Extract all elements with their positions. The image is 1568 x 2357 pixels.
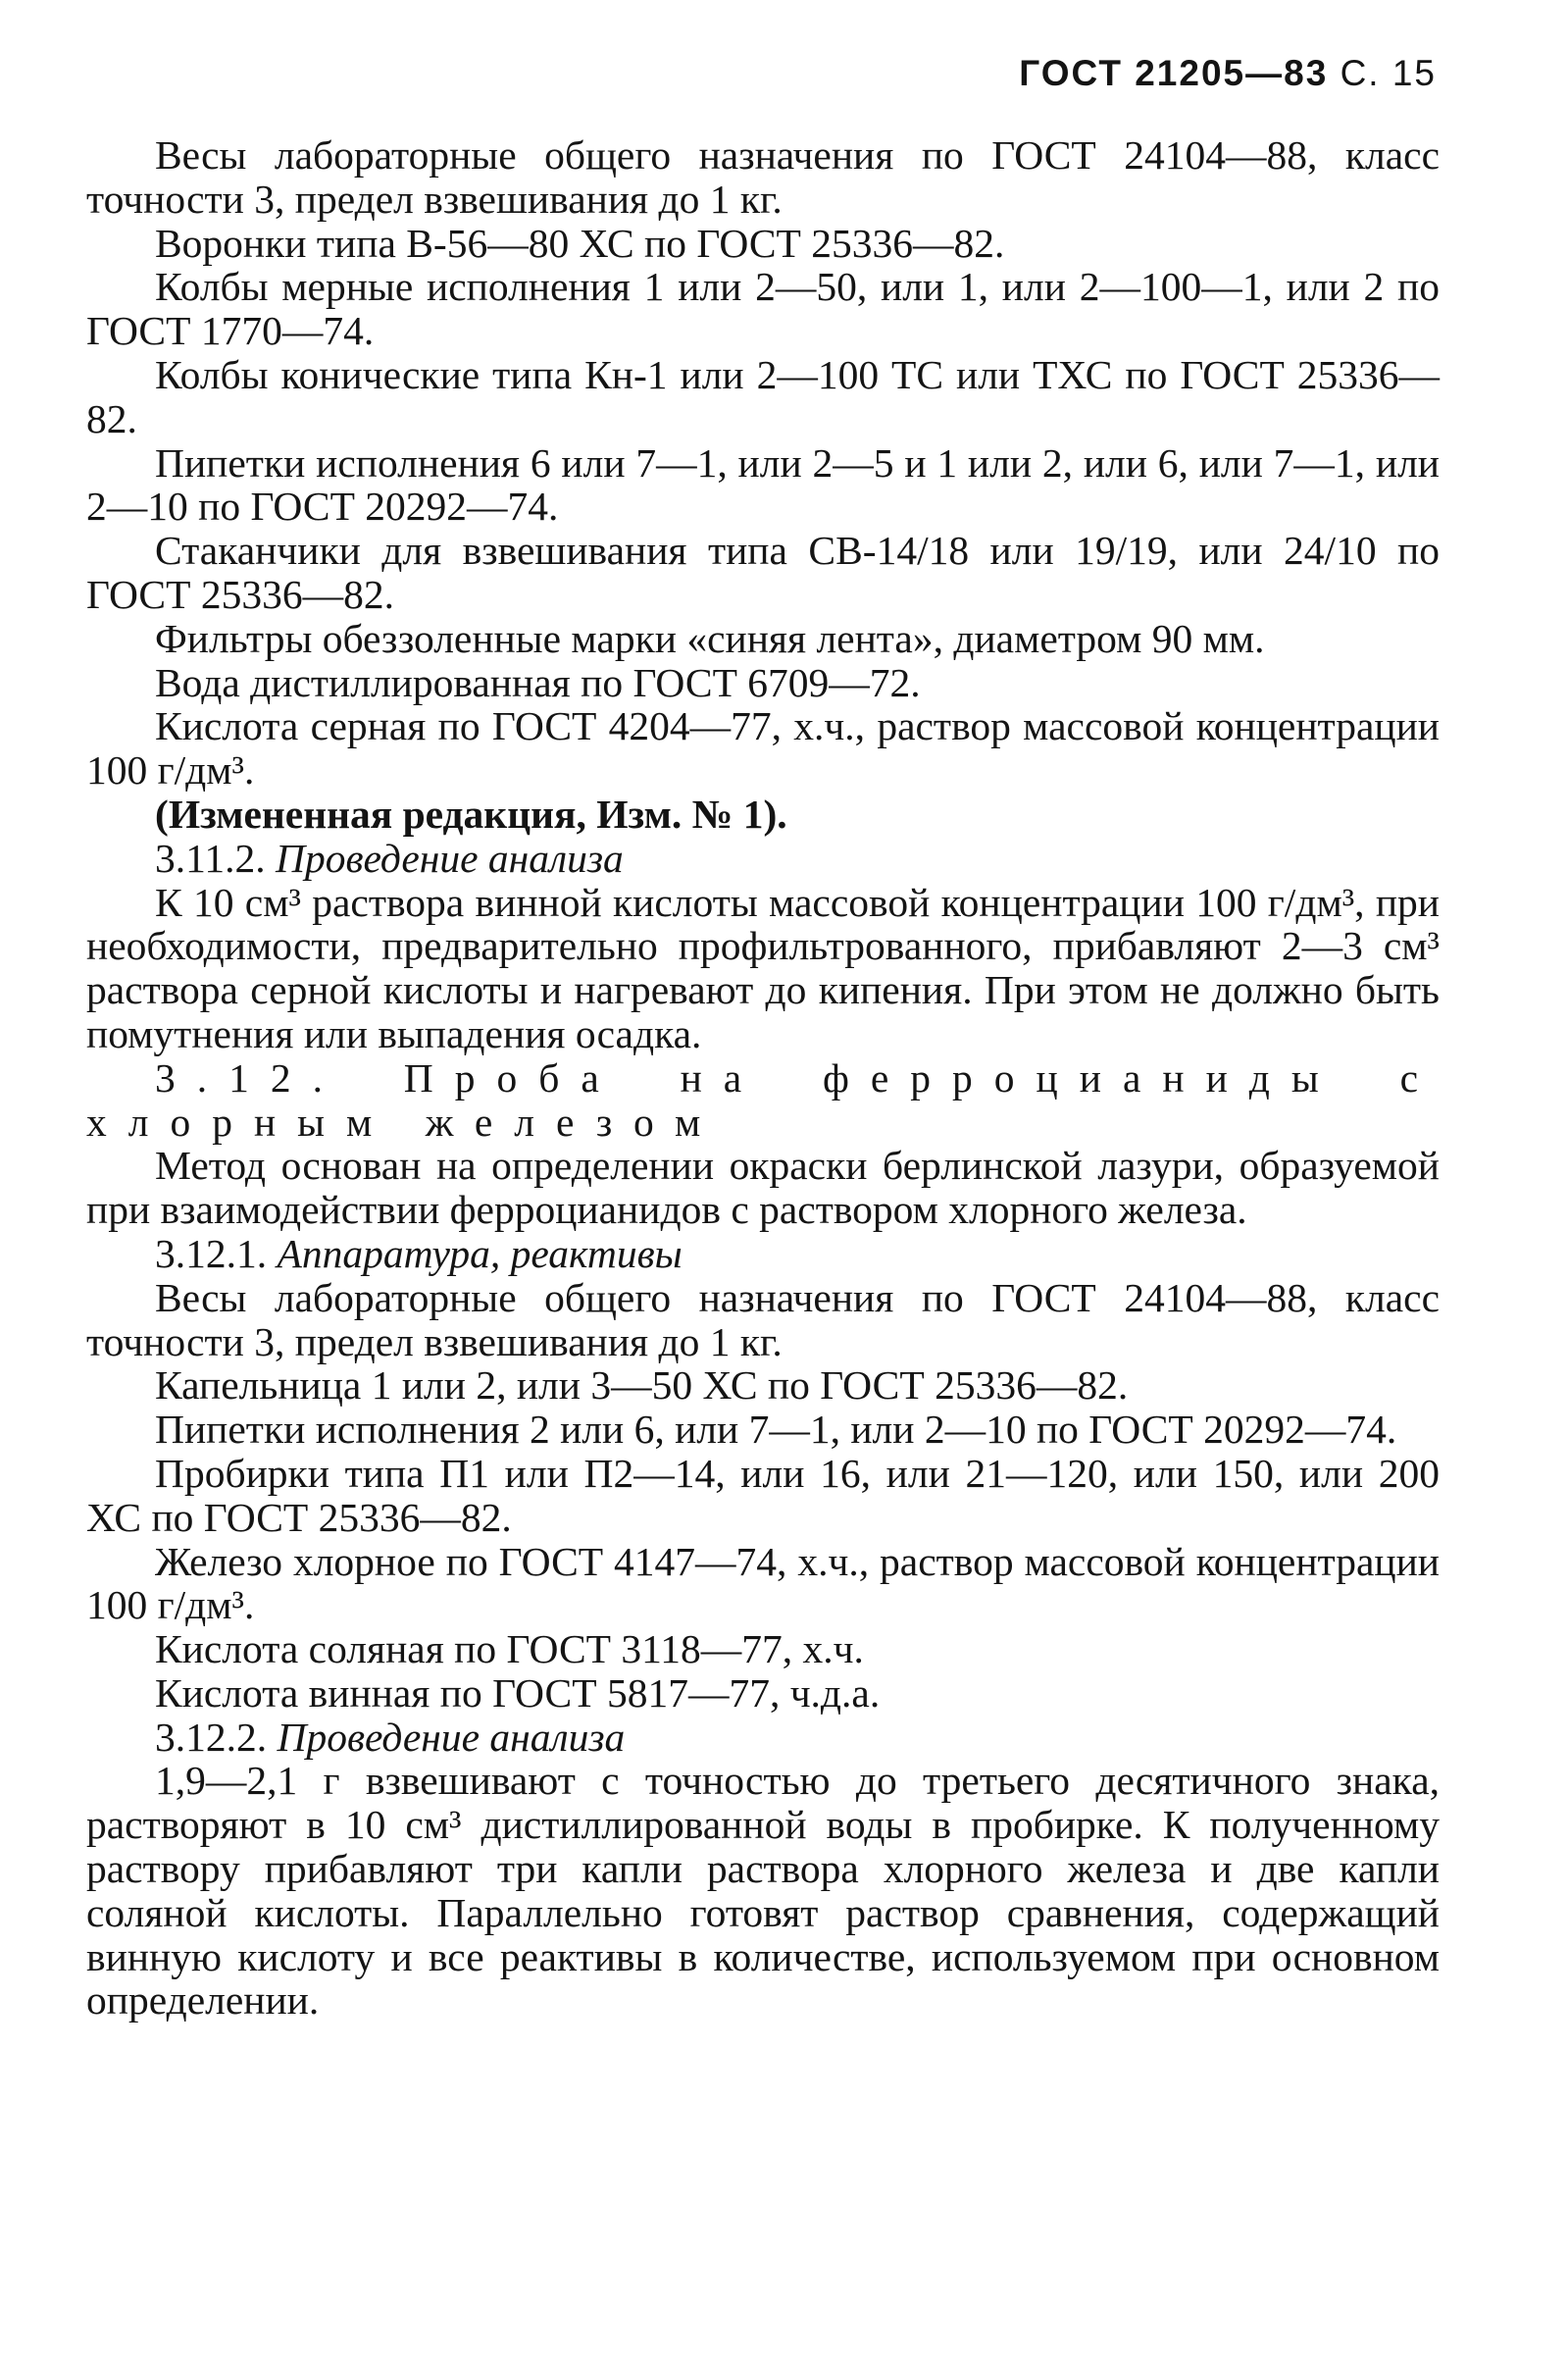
section-title: Проведение анализа xyxy=(277,1714,626,1760)
paragraph-weighing-cups: Стаканчики для взвешивания типа СВ-14/18 или 19/19, или 24/10 по ГОСТ 25336—82. xyxy=(86,528,1440,617)
paragraph-filters: Фильтры обеззоленные марки «синяя лента», диаметром 90 мм. xyxy=(155,615,1265,661)
paragraph-scales-2: Весы лабораторные общего назначения по ГОСТ 24104—88, класс точности 3, предел взвешивания до 1 кг. xyxy=(86,1274,1440,1364)
section-heading-3-12-2 xyxy=(86,1716,1440,1760)
section-heading-3-12: 3.12. Проба на ферроцианиды с хлорным железом xyxy=(86,1054,1440,1145)
section-heading-3-12-1 xyxy=(86,1232,1440,1276)
section-number: 3.12.2. xyxy=(155,1714,268,1760)
amendment-note: (Измененная редакция, Изм. № 1). xyxy=(155,791,787,837)
paragraph-analysis-procedure-2: 1,9—2,1 г взвешивают с точностью до третьего десятичного знака, растворяют в 10 см³ дистиллированной воды в пробирке. К полученному раствору прибавляют три капли раствора хлорного железа и две капли соляной кислоты. Параллельно готовят раствор сравнения, содержащий винную кислоту и все реактивы в количестве, используемом при основном определении. xyxy=(86,1758,1440,2024)
paragraph-ferric-chloride: Железо хлорное по ГОСТ 4147—74, х.ч., раствор массовой концентрации 100 г/дм³. xyxy=(86,1538,1440,1628)
paragraph-conical-flasks: Колбы конические типа Кн-1 или 2—100 ТС или ТХС по ГОСТ 25336—82. xyxy=(86,351,1440,441)
paragraph-hydrochloric-acid: Кислота соляная по ГОСТ 3118—77, х.ч. xyxy=(155,1626,864,1672)
paragraph-funnels: Воронки типа В-56—80 ХС по ГОСТ 25336—82. xyxy=(155,220,1005,266)
section-number: 3.12.1. xyxy=(155,1230,268,1276)
page-number: С. 15 xyxy=(1340,53,1437,93)
paragraph-method-description: Метод основан на определении окраски берлинской лазури, образуемой при взаимодействии ферроцианидов с раствором хлорного железа. xyxy=(86,1143,1440,1233)
paragraph-scales: Весы лабораторные общего назначения по ГОСТ 24104—88, класс точности 3, предел взвешивания до 1 кг. xyxy=(86,132,1440,222)
paragraph-analysis-procedure: К 10 см³ раствора винной кислоты массовой концентрации 100 г/дм³, при необходимости, предварительно профильтрованного, прибавляют 2—3 см³ раствора серной кислоты и нагревают до кипения. При этом не должно быть помутнения или выпадения осадка. xyxy=(86,879,1440,1056)
standard-code: ГОСТ 21205—83 xyxy=(1019,53,1329,93)
section-number: 3.11.2. xyxy=(155,835,266,881)
section-heading-3-11-2 xyxy=(86,837,1440,881)
paragraph-sulfuric-acid: Кислота серная по ГОСТ 4204—77, х.ч., раствор массовой концентрации 100 г/дм³. xyxy=(86,703,1440,794)
section-title: Проведение анализа xyxy=(275,835,624,881)
paragraph-pipettes-2: Пипетки исполнения 2 или 6, или 7—1, или 2—10 по ГОСТ 20292—74. xyxy=(155,1407,1397,1453)
paragraph-dropper: Капельница 1 или 2, или 3—50 ХС по ГОСТ 25336—82. xyxy=(155,1362,1129,1409)
paragraph-tartaric-acid: Кислота винная по ГОСТ 5817—77, ч.д.а. xyxy=(155,1669,881,1716)
paragraph-water: Вода дистиллированная по ГОСТ 6709—72. xyxy=(155,659,921,705)
page-header xyxy=(1019,53,1437,94)
section-title: Аппаратура, реактивы xyxy=(277,1230,683,1276)
paragraph-volumetric-flasks: Колбы мерные исполнения 1 или 2—50, или 1, или 2—100—1, или 2 по ГОСТ 1770—74. xyxy=(86,264,1440,354)
paragraph-test-tubes: Пробирки типа П1 или П2—14, или 16, или 21—120, или 150, или 200 ХС по ГОСТ 25336—82. xyxy=(86,1450,1440,1540)
document-body xyxy=(86,133,1440,2023)
paragraph-pipettes: Пипетки исполнения 6 или 7—1, или 2—5 и 1 или 2, или 6, или 7—1, или 2—10 по ГОСТ 20292—74. xyxy=(86,439,1440,530)
